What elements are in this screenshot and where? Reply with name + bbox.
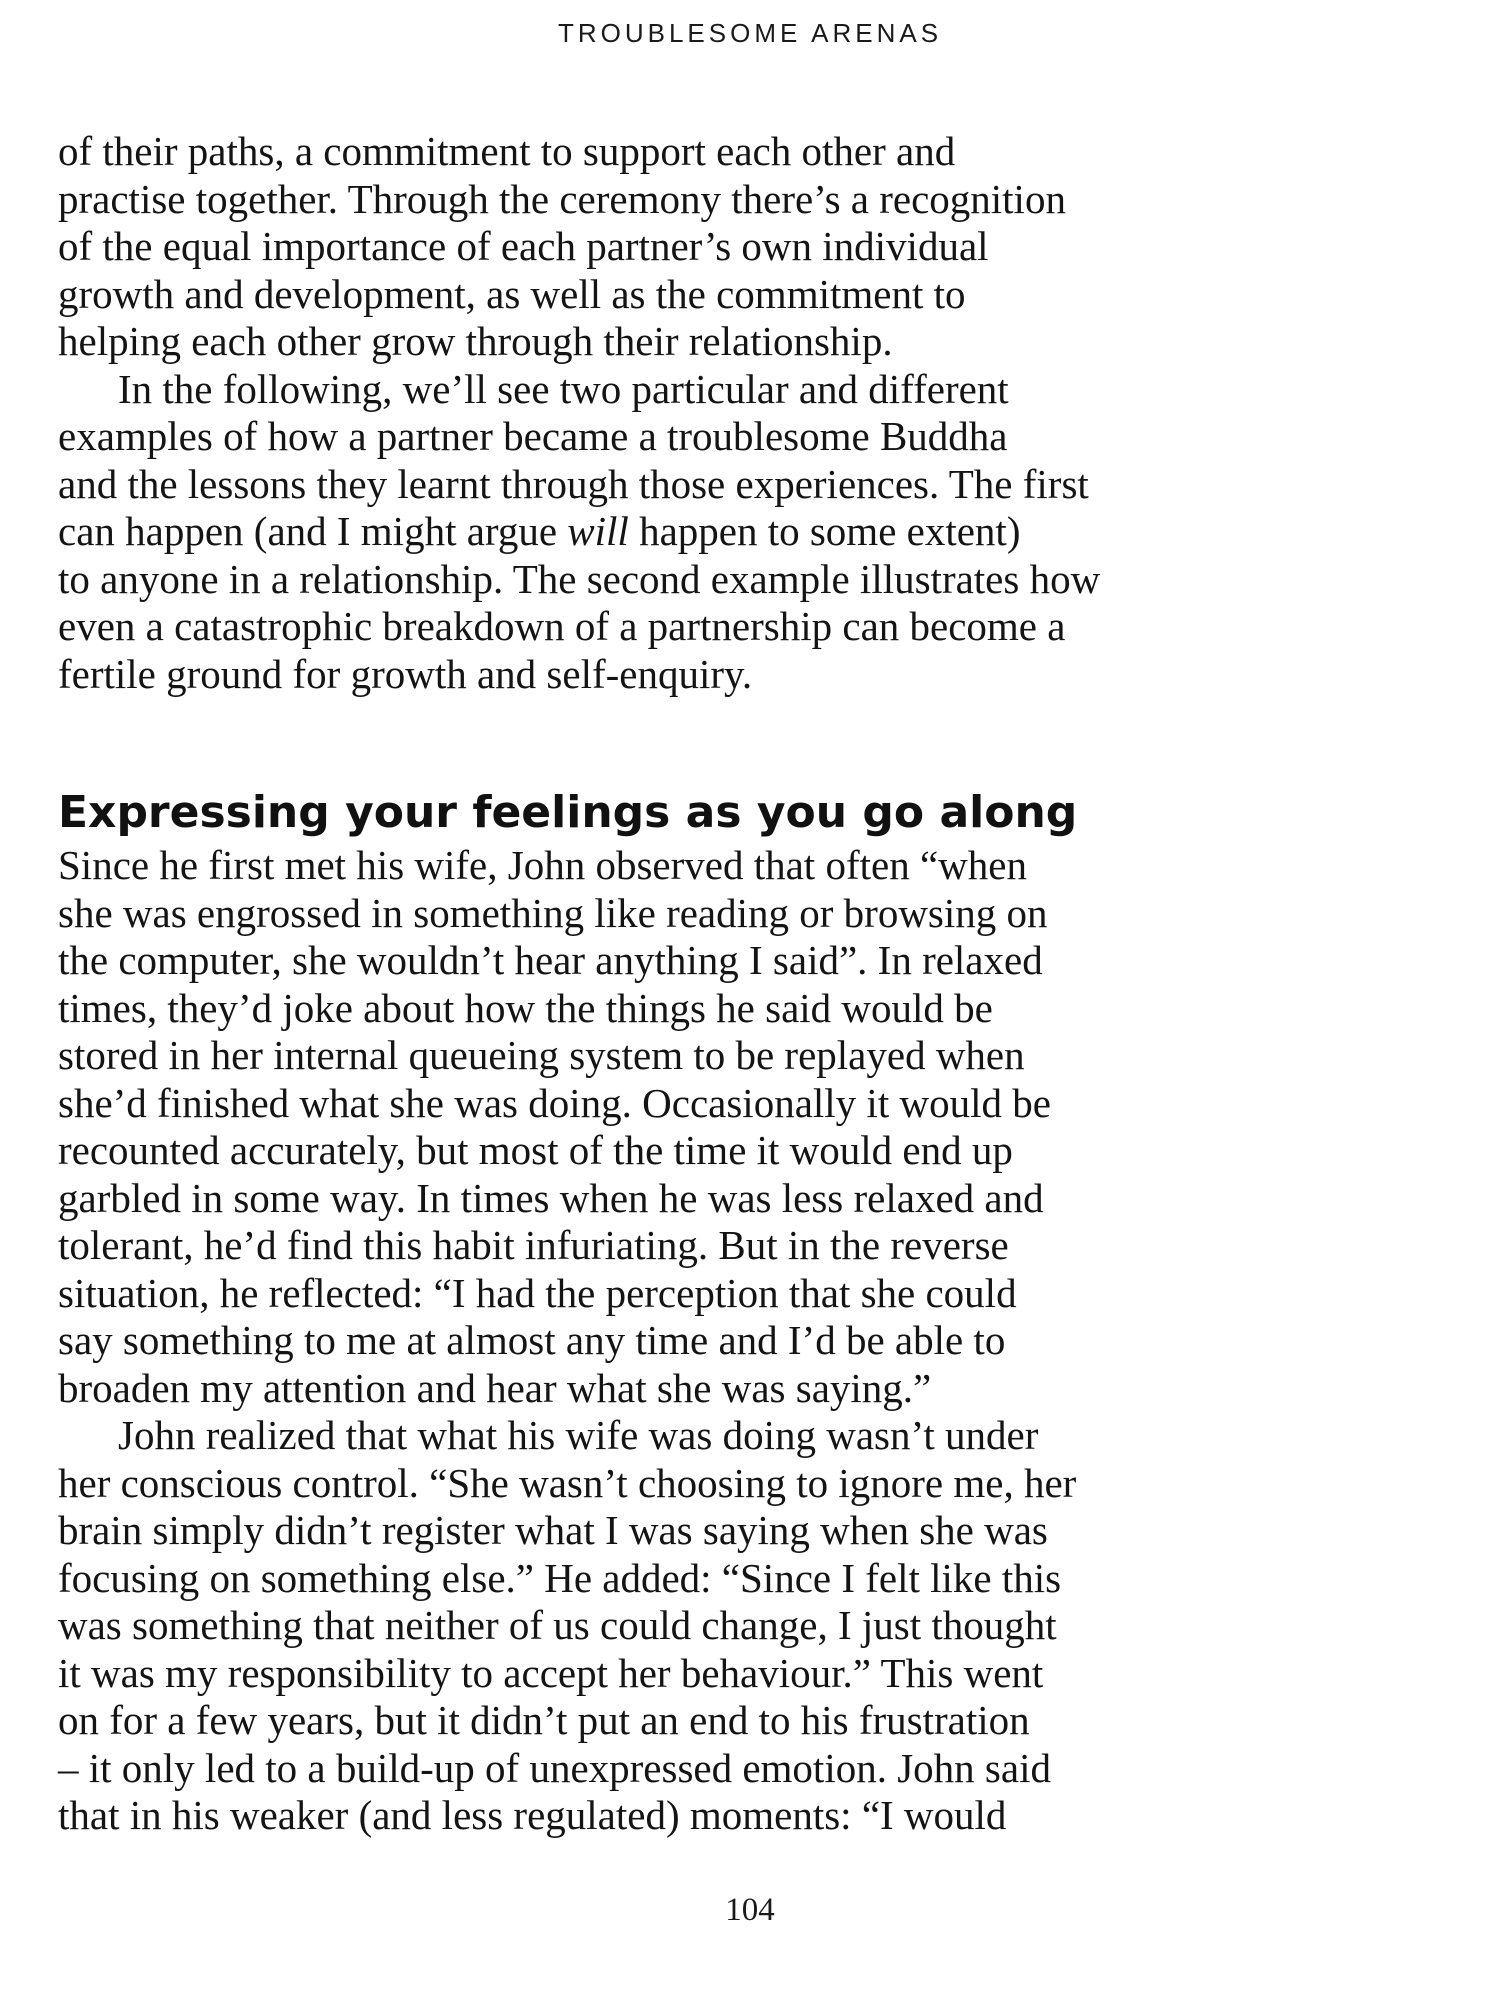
- text-line: Since he first met his wife, John observed that often “when: [58, 842, 1027, 888]
- text-line: fertile ground for growth and self-enquiry.: [58, 650, 753, 697]
- text-line: growth and development, as well as the commitment to: [58, 270, 966, 317]
- text-line: focusing on something else.” He added: “Since I felt like this: [58, 1554, 1062, 1601]
- text-line: to anyone in a relationship. The second example illustrates how: [58, 555, 1101, 602]
- text-line: of the equal importance of each partner’s own individual: [58, 223, 989, 269]
- text-line: and the lessons they learnt through those experiences. The first: [58, 460, 1089, 507]
- text-line: of their paths, a commitment to support each other and: [58, 128, 956, 174]
- page-number: 104: [725, 1892, 775, 1928]
- running-head: TROUBLESOME ARENAS: [557, 18, 943, 48]
- text-line: examples of how a partner became a troublesome Buddha: [58, 413, 1008, 459]
- text-line: she was engrossed in something like reading or browsing on: [58, 889, 1048, 936]
- text-line: garbled in some way. In times when he was less relaxed and: [58, 1174, 1044, 1221]
- text-line: tolerant, he’d find this habit infuriating. But in the reverse: [58, 1222, 1009, 1268]
- text-line: John realized that what his wife was doing wasn’t under: [118, 1412, 1039, 1458]
- text-segment: happen to some extent): [628, 508, 1021, 554]
- text-line: situation, he reflected: “I had the perception that she could: [58, 1269, 1017, 1316]
- text-line: In the following, we’ll see two particular and different: [118, 365, 1009, 412]
- text-line: the computer, she wouldn’t hear anything I said”. In relaxed: [58, 937, 1043, 983]
- text-line: even a catastrophic breakdown of a partnership can become a: [58, 603, 1066, 649]
- text-line: recounted accurately, but most of the time it would end up: [58, 1127, 1013, 1173]
- text-line: stored in her internal queueing system to be replayed when: [58, 1032, 1025, 1078]
- text-line: on for a few years, but it didn’t put an end to his frustration: [58, 1697, 1030, 1743]
- text-line: helping each other grow through their relationship.: [58, 318, 893, 364]
- text-line: was something that neither of us could change, I just thought: [58, 1602, 1057, 1648]
- text-line: she’d finished what she was doing. Occasionally it would be: [58, 1079, 1051, 1126]
- text-line: [58, 508, 1438, 556]
- text-line: times, they’d joke about how the things he said would be: [58, 984, 993, 1031]
- text-line: brain simply didn’t register what I was saying when she was: [58, 1507, 1048, 1553]
- text-line: – it only led to a build-up of unexpressed emotion. John said: [58, 1744, 1051, 1791]
- text-line: her conscious control. “She wasn’t choosing to ignore me, her: [58, 1459, 1077, 1506]
- emphasis-text: will: [567, 508, 629, 554]
- text-line: say something to me at almost any time and I’d be able to: [58, 1317, 1006, 1363]
- text-line: broaden my attention and hear what she was saying.”: [58, 1364, 932, 1411]
- text-line: that in his weaker (and less regulated) moments: “I would: [58, 1792, 1007, 1838]
- text-line: practise together. Through the ceremony there’s a recognition: [58, 175, 1066, 222]
- section-paragraphs: [58, 842, 1438, 1840]
- section-heading: Expressing your feelings as you go along: [58, 787, 1078, 838]
- text-segment: can happen (and I might argue: [58, 508, 568, 554]
- text-line: it was my responsibility to accept her behaviour.” This went: [58, 1649, 1044, 1696]
- intro-paragraphs: [58, 128, 1438, 698]
